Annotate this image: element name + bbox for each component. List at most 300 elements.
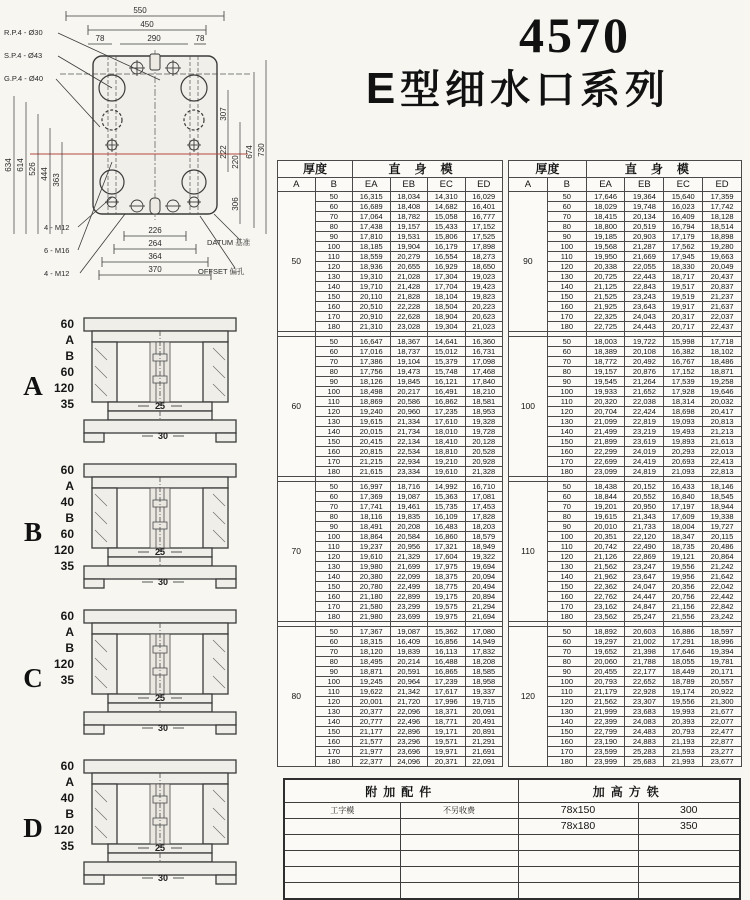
accessories-cell bbox=[518, 883, 638, 900]
b-value-cell: 120 bbox=[547, 697, 586, 707]
spec-value-cell: 19,461 bbox=[390, 502, 428, 512]
spec-value-cell: 18,055 bbox=[664, 657, 703, 667]
spec-value-cell: 22,819 bbox=[625, 417, 664, 427]
spec-value-cell: 16,929 bbox=[428, 262, 466, 272]
spec-value-cell: 22,896 bbox=[390, 727, 428, 737]
spec-value-cell: 18,717 bbox=[664, 272, 703, 282]
spec-value-cell: 17,239 bbox=[428, 677, 466, 687]
spec-value-cell: 23,643 bbox=[625, 302, 664, 312]
b-value-cell: 80 bbox=[547, 657, 586, 667]
spec-value-cell: 18,996 bbox=[703, 637, 742, 647]
inner-dim-25: 25 bbox=[154, 693, 166, 703]
spec-value-cell: 22,299 bbox=[586, 447, 625, 457]
spec-value-cell: 21,525 bbox=[586, 292, 625, 302]
spec-value-cell: 21,677 bbox=[703, 707, 742, 717]
spec-value-cell: 19,240 bbox=[353, 407, 391, 417]
spec-value-cell: 18,504 bbox=[428, 302, 466, 312]
diagram-dim-label: 60 bbox=[60, 527, 74, 541]
spec-value-cell: 16,109 bbox=[428, 512, 466, 522]
spec-value-cell: 18,375 bbox=[428, 572, 466, 582]
spec-value-cell: 20,108 bbox=[625, 347, 664, 357]
spec-value-cell: 18,545 bbox=[703, 492, 742, 502]
spec-value-cell: 22,928 bbox=[625, 687, 664, 697]
b-value-cell: 90 bbox=[315, 522, 353, 532]
spec-value-cell: 20,623 bbox=[465, 312, 503, 322]
spec-value-cell: 21,999 bbox=[586, 707, 625, 717]
dim-226: 226 bbox=[148, 226, 162, 235]
spec-value-cell: 20,317 bbox=[664, 312, 703, 322]
spec-value-cell: 22,228 bbox=[390, 302, 428, 312]
spec-value-cell: 19,545 bbox=[586, 377, 625, 387]
spec-value-cell: 19,839 bbox=[390, 647, 428, 657]
spec-value-cell: 21,652 bbox=[625, 387, 664, 397]
spec-value-cell: 18,892 bbox=[586, 627, 625, 637]
diagram-dim-label: A bbox=[65, 333, 74, 347]
inner-dim-25: 25 bbox=[154, 843, 166, 853]
spec-value-cell: 18,698 bbox=[664, 407, 703, 417]
spec-value-cell: 17,741 bbox=[353, 502, 391, 512]
spec-value-cell: 20,725 bbox=[586, 272, 625, 282]
mold-type-diagram-d bbox=[16, 756, 254, 900]
spec-value-cell: 21,334 bbox=[390, 417, 428, 427]
spec-value-cell: 20,415 bbox=[353, 437, 391, 447]
b-value-cell: 50 bbox=[315, 482, 353, 492]
b-value-cell: 130 bbox=[315, 707, 353, 717]
diagram-dim-label: 60 bbox=[60, 463, 74, 477]
spec-value-cell: 25,283 bbox=[625, 747, 664, 757]
spec-value-cell: 21,264 bbox=[625, 377, 664, 387]
spec-value-cell: 22,055 bbox=[625, 262, 664, 272]
b-value-cell: 90 bbox=[547, 377, 586, 387]
b-value-cell: 140 bbox=[315, 427, 353, 437]
spec-value-cell: 18,495 bbox=[353, 657, 391, 667]
spec-value-cell: 18,347 bbox=[664, 532, 703, 542]
diagram-dim-label: 60 bbox=[60, 609, 74, 623]
spec-value-cell: 21,156 bbox=[664, 602, 703, 612]
spec-value-cell: 19,728 bbox=[465, 427, 503, 437]
spec-value-cell: 23,334 bbox=[390, 467, 428, 477]
spec-value-cell: 19,568 bbox=[586, 242, 625, 252]
diagram-dimension-stack bbox=[50, 314, 78, 458]
spec-value-cell: 21,788 bbox=[625, 657, 664, 667]
spec-value-cell: 18,003 bbox=[586, 337, 625, 347]
spec-value-cell: 23,190 bbox=[586, 737, 625, 747]
b-value-cell: 60 bbox=[547, 637, 586, 647]
mold-plate-drawing bbox=[0, 2, 274, 314]
spec-value-cell: 20,584 bbox=[390, 532, 428, 542]
b-value-cell: 160 bbox=[315, 302, 353, 312]
b-value-cell: 160 bbox=[547, 302, 586, 312]
b-value-cell: 90 bbox=[547, 232, 586, 242]
diagram-dim-label: B bbox=[65, 349, 74, 363]
spec-value-cell: 17,704 bbox=[428, 282, 466, 292]
b-value-cell: 50 bbox=[315, 337, 353, 347]
spec-value-cell: 20,091 bbox=[465, 707, 503, 717]
spec-value-cell: 19,121 bbox=[664, 552, 703, 562]
spec-value-cell: 22,442 bbox=[703, 592, 742, 602]
column-header-ec: EC bbox=[664, 178, 703, 192]
b-value-cell: 140 bbox=[315, 717, 353, 727]
spec-value-cell: 16,315 bbox=[353, 192, 391, 202]
b-value-cell: 150 bbox=[547, 727, 586, 737]
spec-value-cell: 22,762 bbox=[586, 592, 625, 602]
riser-block-header: 加高方铁 bbox=[518, 779, 740, 803]
b-value-cell: 150 bbox=[315, 437, 353, 447]
spec-value-cell: 18,410 bbox=[428, 437, 466, 447]
b-value-cell: 120 bbox=[315, 552, 353, 562]
spec-value-cell: 17,646 bbox=[586, 192, 625, 202]
spec-value-cell: 22,477 bbox=[703, 727, 742, 737]
spec-value-cell: 21,342 bbox=[390, 687, 428, 697]
inner-dim-30: 30 bbox=[157, 431, 169, 441]
b-value-cell: 170 bbox=[547, 312, 586, 322]
spec-value-cell: 19,971 bbox=[428, 747, 466, 757]
b-value-cell: 150 bbox=[547, 292, 586, 302]
spec-value-cell: 20,813 bbox=[703, 417, 742, 427]
spec-value-cell: 20,891 bbox=[465, 727, 503, 737]
spec-value-cell: 19,423 bbox=[465, 282, 503, 292]
b-value-cell: 130 bbox=[315, 272, 353, 282]
spec-value-cell: 21,125 bbox=[586, 282, 625, 292]
accessories-cell bbox=[638, 883, 740, 900]
spec-value-cell: 17,617 bbox=[428, 687, 466, 697]
accessories-cell bbox=[284, 867, 400, 883]
spec-value-cell: 16,409 bbox=[664, 212, 703, 222]
spec-value-cell: 19,727 bbox=[703, 522, 742, 532]
spec-value-cell: 21,428 bbox=[390, 282, 428, 292]
spec-value-cell: 20,655 bbox=[390, 262, 428, 272]
b-value-cell: 80 bbox=[315, 512, 353, 522]
diagram-dim-label: 35 bbox=[60, 839, 74, 853]
dim-307: 307 bbox=[219, 107, 228, 121]
spec-value-cell: 20,208 bbox=[390, 522, 428, 532]
spec-value-cell: 16,433 bbox=[664, 482, 703, 492]
spec-value-cell: 20,417 bbox=[703, 407, 742, 417]
spec-value-cell: 19,575 bbox=[428, 602, 466, 612]
spec-value-cell: 19,310 bbox=[353, 272, 391, 282]
spec-value-cell: 20,780 bbox=[353, 582, 391, 592]
b-value-cell: 180 bbox=[547, 757, 586, 767]
spec-value-cell: 15,735 bbox=[428, 502, 466, 512]
spec-value-cell: 18,871 bbox=[353, 667, 391, 677]
dim-220: 220 bbox=[231, 155, 240, 169]
dim-264: 264 bbox=[148, 239, 162, 248]
spec-value-cell: 23,699 bbox=[390, 612, 428, 622]
spec-value-cell: 21,556 bbox=[664, 612, 703, 622]
spec-value-cell: 17,646 bbox=[664, 647, 703, 657]
spec-value-cell: 24,847 bbox=[625, 602, 664, 612]
spec-value-cell: 20,717 bbox=[664, 322, 703, 332]
spec-value-cell: 18,904 bbox=[428, 312, 466, 322]
spec-value-cell: 19,663 bbox=[703, 252, 742, 262]
diagram-dim-label: B bbox=[65, 807, 74, 821]
accessories-cell bbox=[400, 819, 518, 835]
spec-value-cell: 18,898 bbox=[703, 232, 742, 242]
spec-value-cell: 20,338 bbox=[586, 262, 625, 272]
spec-value-cell: 21,962 bbox=[586, 572, 625, 582]
spec-value-cell: 25,683 bbox=[625, 757, 664, 767]
spec-value-cell: 16,483 bbox=[428, 522, 466, 532]
spec-value-cell: 20,950 bbox=[625, 502, 664, 512]
spec-value-cell: 20,586 bbox=[390, 397, 428, 407]
spec-value-cell: 14,949 bbox=[465, 637, 503, 647]
spec-value-cell: 19,556 bbox=[664, 697, 703, 707]
b-value-cell: 80 bbox=[315, 367, 353, 377]
spec-value-cell: 17,098 bbox=[465, 357, 503, 367]
spec-value-cell: 16,856 bbox=[428, 637, 466, 647]
b-value-cell: 60 bbox=[315, 492, 353, 502]
accessories-row bbox=[284, 803, 740, 819]
accessories-cell bbox=[518, 835, 638, 851]
spec-value-cell: 20,519 bbox=[625, 222, 664, 232]
spec-value-cell: 20,486 bbox=[703, 542, 742, 552]
spec-value-cell: 20,380 bbox=[353, 572, 391, 582]
note-gp: G.P.4 - Ø40 bbox=[4, 74, 44, 83]
spec-value-cell: 17,197 bbox=[664, 502, 703, 512]
spec-value-cell: 19,157 bbox=[390, 222, 428, 232]
spec-value-cell: 22,725 bbox=[586, 322, 625, 332]
page-title-code: 4570 bbox=[519, 7, 631, 63]
spec-value-cell: 19,571 bbox=[428, 737, 466, 747]
accessories-cell bbox=[284, 819, 400, 835]
diagram-dim-label: 60 bbox=[60, 317, 74, 331]
spec-value-cell: 22,628 bbox=[390, 312, 428, 322]
spec-value-cell: 22,799 bbox=[586, 727, 625, 737]
dim-614: 614 bbox=[16, 158, 25, 172]
spec-value-cell: 20,128 bbox=[465, 437, 503, 447]
dim-364: 364 bbox=[148, 252, 162, 261]
b-value-cell: 50 bbox=[315, 627, 353, 637]
b-value-cell: 170 bbox=[547, 747, 586, 757]
spec-value-cell: 19,531 bbox=[390, 232, 428, 242]
spec-value-cell: 19,338 bbox=[703, 512, 742, 522]
accessories-cell bbox=[400, 851, 518, 867]
spec-value-cell: 17,235 bbox=[428, 407, 466, 417]
dim-674: 674 bbox=[245, 145, 254, 159]
spec-value-cell: 23,277 bbox=[703, 747, 742, 757]
spec-value-cell: 20,894 bbox=[465, 592, 503, 602]
spec-value-cell: 19,904 bbox=[390, 242, 428, 252]
b-value-cell: 80 bbox=[547, 367, 586, 377]
spec-value-cell: 19,893 bbox=[664, 437, 703, 447]
spec-value-cell: 21,398 bbox=[625, 647, 664, 657]
b-value-cell: 100 bbox=[547, 242, 586, 252]
spec-value-cell: 22,443 bbox=[625, 272, 664, 282]
spec-value-cell: 19,993 bbox=[664, 707, 703, 717]
spec-value-cell: 17,321 bbox=[428, 542, 466, 552]
spec-value-cell: 18,415 bbox=[586, 212, 625, 222]
header-thickness: 厚度 bbox=[509, 161, 587, 178]
note-rp: R.P.4 - Ø30 bbox=[4, 28, 43, 37]
spec-value-cell: 18,314 bbox=[664, 397, 703, 407]
dim-78-left: 78 bbox=[95, 34, 105, 43]
spec-value-cell: 18,126 bbox=[353, 377, 391, 387]
b-value-cell: 170 bbox=[315, 747, 353, 757]
spec-value-cell: 19,394 bbox=[703, 647, 742, 657]
spec-value-cell: 19,519 bbox=[664, 292, 703, 302]
spec-value-cell: 18,438 bbox=[586, 482, 625, 492]
spec-value-cell: 24,819 bbox=[625, 467, 664, 477]
spec-value-cell: 21,694 bbox=[465, 612, 503, 622]
b-value-cell: 60 bbox=[315, 347, 353, 357]
spec-value-cell: 21,028 bbox=[390, 272, 428, 282]
b-value-cell: 90 bbox=[315, 232, 353, 242]
spec-value-cell: 18,735 bbox=[664, 542, 703, 552]
accessories-row bbox=[284, 883, 740, 900]
spec-value-cell: 18,104 bbox=[428, 292, 466, 302]
b-value-cell: 50 bbox=[547, 337, 586, 347]
spec-value-cell: 21,993 bbox=[664, 757, 703, 767]
spec-value-cell: 15,379 bbox=[428, 357, 466, 367]
spec-value-cell: 19,615 bbox=[353, 417, 391, 427]
spec-value-cell: 20,910 bbox=[353, 312, 391, 322]
spec-value-cell: 21,294 bbox=[465, 602, 503, 612]
spec-value-cell: 21,642 bbox=[703, 572, 742, 582]
accessories-cell bbox=[638, 867, 740, 883]
b-value-cell: 90 bbox=[315, 667, 353, 677]
inner-dim-25: 25 bbox=[154, 401, 166, 411]
spec-value-cell: 19,652 bbox=[586, 647, 625, 657]
spec-value-cell: 21,177 bbox=[353, 727, 391, 737]
spec-value-cell: 20,171 bbox=[703, 667, 742, 677]
accessories-row bbox=[284, 835, 740, 851]
spec-value-cell: 19,201 bbox=[586, 502, 625, 512]
spec-value-cell: 18,010 bbox=[428, 427, 466, 437]
spec-value-cell: 20,693 bbox=[664, 457, 703, 467]
spec-value-cell: 15,748 bbox=[428, 367, 466, 377]
diagram-dim-label: B bbox=[65, 641, 74, 655]
spec-value-cell: 18,782 bbox=[390, 212, 428, 222]
spec-value-cell: 21,002 bbox=[625, 637, 664, 647]
a-value-cell: 80 bbox=[278, 627, 316, 767]
spec-value-cell: 15,012 bbox=[428, 347, 466, 357]
b-value-cell: 140 bbox=[315, 282, 353, 292]
spec-value-cell: 22,134 bbox=[390, 437, 428, 447]
spec-value-cell: 16,767 bbox=[664, 357, 703, 367]
spec-value-cell: 16,401 bbox=[465, 202, 503, 212]
spec-value-cell: 16,488 bbox=[428, 657, 466, 667]
accessories-cell: 300 bbox=[638, 803, 740, 819]
spec-value-cell: 24,019 bbox=[625, 447, 664, 457]
spec-value-cell: 22,038 bbox=[625, 397, 664, 407]
accessories-cell bbox=[638, 851, 740, 867]
spec-value-cell: 17,016 bbox=[353, 347, 391, 357]
spec-value-cell: 18,775 bbox=[428, 582, 466, 592]
b-value-cell: 170 bbox=[547, 602, 586, 612]
spec-value-cell: 20,437 bbox=[703, 272, 742, 282]
spec-value-cell: 22,177 bbox=[625, 667, 664, 677]
spec-value-cell: 20,815 bbox=[353, 447, 391, 457]
spec-value-cell: 18,128 bbox=[703, 212, 742, 222]
table-row bbox=[278, 482, 503, 492]
spec-value-cell: 23,219 bbox=[625, 427, 664, 437]
spec-value-cell: 17,609 bbox=[664, 512, 703, 522]
spec-value-cell: 17,810 bbox=[353, 232, 391, 242]
note-4m12-b: 4 - M12 bbox=[44, 269, 70, 278]
spec-value-cell: 16,997 bbox=[353, 482, 391, 492]
diagram-dim-label: 60 bbox=[60, 365, 74, 379]
spec-value-cell: 21,343 bbox=[625, 512, 664, 522]
column-header-ed: ED bbox=[703, 178, 742, 192]
spec-value-cell: 17,525 bbox=[465, 232, 503, 242]
spec-value-cell: 22,496 bbox=[390, 717, 428, 727]
accessories-header: 附加配件 bbox=[284, 779, 518, 803]
spec-value-cell: 21,593 bbox=[664, 747, 703, 757]
spec-value-cell: 16,491 bbox=[428, 387, 466, 397]
spec-value-cell: 21,291 bbox=[465, 737, 503, 747]
dim-550: 550 bbox=[133, 6, 147, 15]
spec-value-cell: 21,734 bbox=[390, 427, 428, 437]
diagram-letter: A bbox=[23, 370, 43, 401]
spec-value-cell: 17,291 bbox=[664, 637, 703, 647]
series-name: 型细水口系列 bbox=[400, 68, 671, 112]
spec-value-cell: 20,214 bbox=[390, 657, 428, 667]
spec-value-cell: 19,023 bbox=[465, 272, 503, 282]
spec-value-cell: 20,603 bbox=[625, 627, 664, 637]
spec-value-cell: 19,722 bbox=[625, 337, 664, 347]
spec-value-cell: 18,330 bbox=[664, 262, 703, 272]
spec-value-cell: 21,720 bbox=[390, 697, 428, 707]
spec-value-cell: 20,377 bbox=[353, 707, 391, 717]
table-row bbox=[278, 627, 503, 637]
spec-value-cell: 19,835 bbox=[390, 512, 428, 522]
spec-value-cell: 20,015 bbox=[353, 427, 391, 437]
b-value-cell: 150 bbox=[315, 292, 353, 302]
b-value-cell: 130 bbox=[315, 417, 353, 427]
spec-value-cell: 16,886 bbox=[664, 627, 703, 637]
spec-value-cell: 20,492 bbox=[625, 357, 664, 367]
b-value-cell: 110 bbox=[315, 687, 353, 697]
spec-value-cell: 21,580 bbox=[353, 602, 391, 612]
diagram-dimension-stack bbox=[50, 606, 78, 750]
spec-value-cell: 16,554 bbox=[428, 252, 466, 262]
b-value-cell: 170 bbox=[315, 312, 353, 322]
spec-table-right bbox=[508, 160, 742, 767]
spec-value-cell: 16,862 bbox=[428, 397, 466, 407]
spec-value-cell: 16,840 bbox=[664, 492, 703, 502]
spec-value-cell: 23,299 bbox=[390, 602, 428, 612]
b-value-cell: 110 bbox=[547, 252, 586, 262]
spec-value-cell: 20,279 bbox=[390, 252, 428, 262]
diagram-dim-label: 35 bbox=[60, 673, 74, 687]
spec-value-cell: 16,382 bbox=[664, 347, 703, 357]
diagram-dim-label: 120 bbox=[53, 657, 74, 671]
b-value-cell: 50 bbox=[547, 482, 586, 492]
spec-value-cell: 24,096 bbox=[390, 757, 428, 767]
b-value-cell: 160 bbox=[547, 592, 586, 602]
spec-value-cell: 24,047 bbox=[625, 582, 664, 592]
spec-value-cell: 14,641 bbox=[428, 337, 466, 347]
spec-value-cell: 17,080 bbox=[465, 627, 503, 637]
spec-value-cell: 22,325 bbox=[586, 312, 625, 322]
b-value-cell: 180 bbox=[315, 467, 353, 477]
b-value-cell: 60 bbox=[315, 202, 353, 212]
spec-value-cell: 20,049 bbox=[703, 262, 742, 272]
spec-value-cell: 20,777 bbox=[353, 717, 391, 727]
spec-value-cell: 21,615 bbox=[353, 467, 391, 477]
note-4m12-a: 4 - M12 bbox=[44, 223, 70, 232]
spec-value-cell: 16,860 bbox=[428, 532, 466, 542]
header-thickness: 厚度 bbox=[278, 161, 353, 178]
spec-value-cell: 19,781 bbox=[703, 657, 742, 667]
diagram-dim-label: 35 bbox=[60, 559, 74, 573]
spec-value-cell: 18,120 bbox=[353, 647, 391, 657]
accessories-row bbox=[284, 819, 740, 835]
diagram-dim-label: 120 bbox=[53, 381, 74, 395]
spec-value-cell: 21,733 bbox=[625, 522, 664, 532]
column-header-ea: EA bbox=[353, 178, 391, 192]
spec-value-cell: 18,871 bbox=[703, 367, 742, 377]
